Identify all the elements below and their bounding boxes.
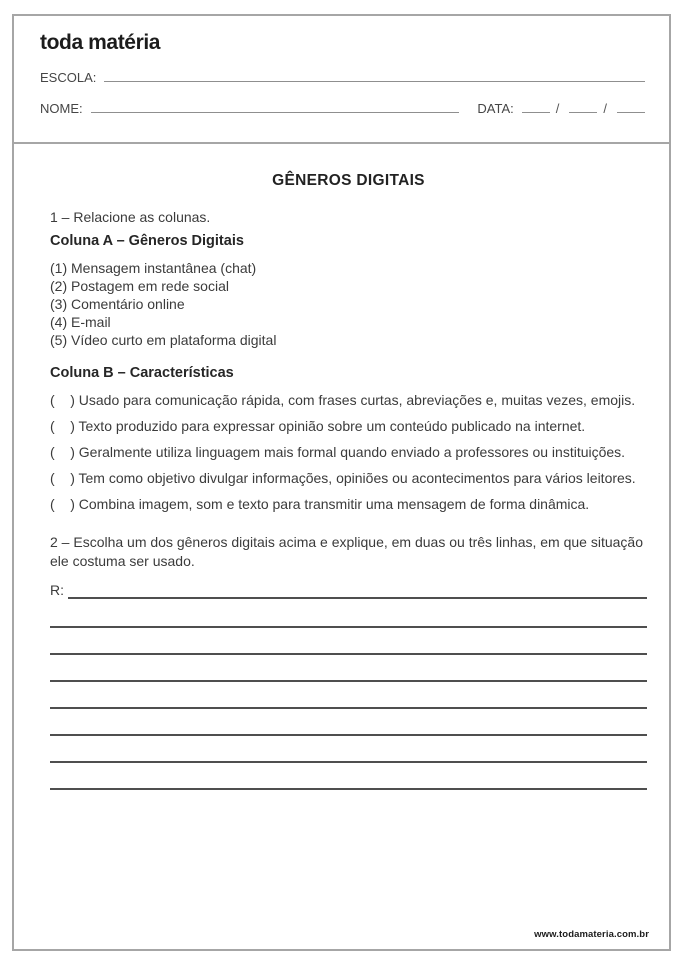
- answer-blank-line: [50, 763, 647, 790]
- date-slash: /: [603, 101, 607, 116]
- brand-logo: toda matéria: [40, 31, 161, 54]
- column-b-item: ( ) Texto produzido para expressar opinião sobre um conteúdo publicado na internet.: [50, 418, 586, 434]
- answer-blank-line: [50, 736, 647, 763]
- answer-blank-line: [50, 628, 647, 655]
- column-a-heading: Coluna A – Gêneros Digitais: [50, 233, 244, 249]
- name-label: NOME:: [40, 101, 83, 116]
- worksheet-body: [14, 144, 669, 790]
- answer-blank-line: [50, 655, 647, 682]
- name-date-row: [40, 101, 645, 117]
- column-b-item: ( ) Usado para comunicação rápida, com frases curtas, abreviações e, muitas vezes, emojis.: [50, 392, 636, 408]
- column-a-item: (1) Mensagem instantânea (chat): [50, 260, 257, 276]
- column-b-item: ( ) Geralmente utiliza linguagem mais formal quando enviado a professores ou instituições.: [50, 444, 626, 460]
- school-label: ESCOLA:: [40, 70, 97, 85]
- column-b-item: ( ) Combina imagem, som e texto para transmitir uma mensagem de forma dinâmica.: [50, 496, 590, 512]
- column-b-item: ( ) Tem como objetivo divulgar informações, opiniões ou acontecimentos para vários leitores.: [50, 470, 636, 486]
- date-year-blank: [617, 112, 645, 113]
- column-a-item: (5) Vídeo curto em plataforma digital: [50, 332, 277, 348]
- date-day-blank: [522, 112, 550, 113]
- column-b-heading: Coluna B – Características: [50, 365, 234, 381]
- date-slash: /: [555, 101, 560, 116]
- column-a-item: (4) E-mail: [50, 314, 111, 330]
- column-a-list: [50, 259, 647, 349]
- page-frame: [12, 14, 671, 951]
- answer-blank-line: [50, 601, 647, 628]
- column-a-item: (2) Postagem em rede social: [50, 278, 229, 294]
- question1-prompt: 1 – Relacione as colunas.: [50, 209, 211, 225]
- school-blank-line: [104, 81, 645, 82]
- school-field-row: [40, 70, 645, 86]
- date-label: DATA:: [477, 101, 514, 116]
- date-month-blank: [569, 112, 597, 113]
- answer-blank-line: [50, 709, 647, 736]
- name-blank-line: [91, 112, 460, 113]
- answer-row: [50, 581, 647, 601]
- answer-label: R:: [50, 582, 64, 598]
- worksheet-title: GÊNEROS DIGITAIS: [272, 172, 425, 189]
- column-a-item: (3) Comentário online: [50, 296, 185, 312]
- website-url: www.todamateria.com.br: [534, 929, 649, 940]
- question2-prompt: 2 – Escolha um dos gêneros digitais acima e explique, em duas ou três linhas, em que situação ele costuma ser usado.: [50, 534, 644, 569]
- answer-blank-line: [68, 597, 647, 599]
- answer-blank-line: [50, 682, 647, 709]
- header: [14, 16, 669, 144]
